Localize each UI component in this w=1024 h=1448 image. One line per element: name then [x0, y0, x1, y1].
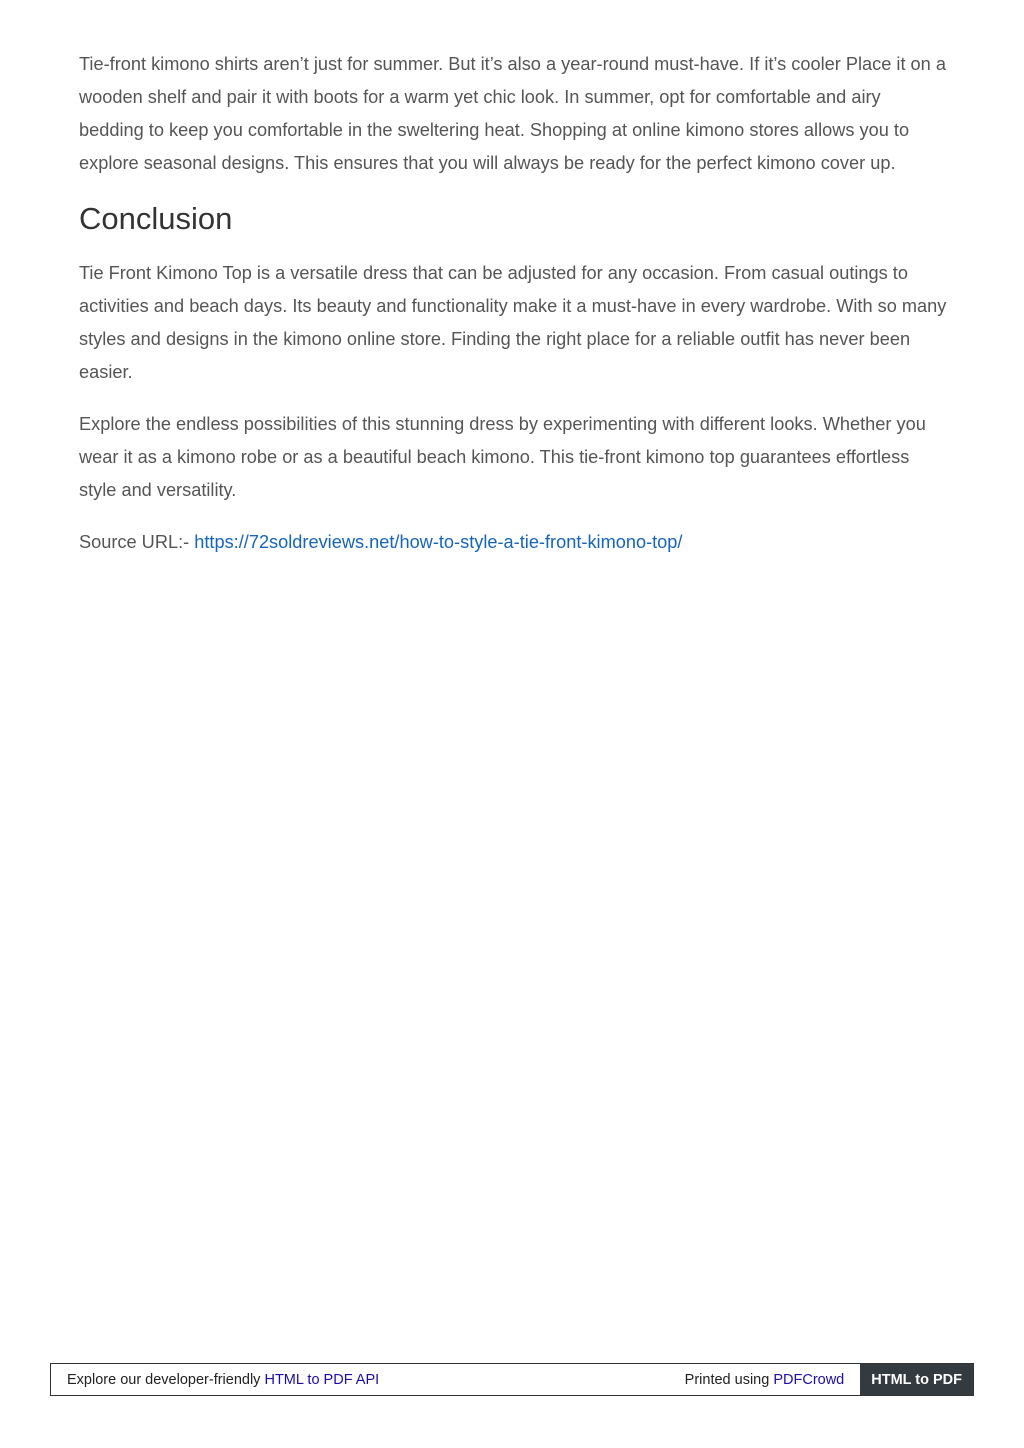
paragraph-seasonal: Tie-front kimono shirts aren’t just for summer. But it’s also a year-round must-have. If it’s cooler Place it on a wooden shelf and pair it with boots for a warm yet chic look. In summer, opt for comfortable and airy bedding to keep you comfortable in the sweltering heat. Shopping at online kimono stores allows you to explore seasonal designs. This ensures that you will always be ready for the perfect kimono cover up. — [79, 54, 946, 173]
footer-left — [51, 1372, 685, 1388]
source-label: Source URL:- — [79, 532, 195, 552]
html-to-pdf-api-link[interactable]: HTML to PDF API — [264, 1371, 380, 1388]
pdfcrowd-link[interactable]: PDFCrowd — [773, 1371, 845, 1388]
source-line — [79, 526, 949, 559]
paragraph-conclusion: Tie Front Kimono Top is a versatile dress that can be adjusted for any occasion. From casual outings to activities and beach days. Its beauty and functionality make it a must-have in every wardrobe. With so many styles and designs in the kimono online store. Finding the right place for a reliable outfit has never been easier. — [79, 263, 947, 382]
footer-right — [685, 1372, 861, 1388]
html-to-pdf-badge[interactable]: HTML to PDF — [860, 1364, 973, 1395]
conclusion-heading: Conclusion — [79, 201, 233, 236]
pdfcrowd-footer — [50, 1363, 974, 1396]
footer-right-text: Printed using — [684, 1371, 774, 1388]
source-url-link[interactable]: https://72soldreviews.net/how-to-style-a-tie-front-kimono-top/ — [194, 532, 683, 552]
paragraph-explore: Explore the endless possibilities of this stunning dress by experimenting with different looks. Whether you wear it as a kimono robe or as a beautiful beach kimono. This tie-front kimono top guarantees effortless style and versatility. — [79, 414, 926, 500]
footer-left-text: Explore our developer-friendly — [67, 1371, 265, 1388]
article-body — [79, 48, 949, 559]
